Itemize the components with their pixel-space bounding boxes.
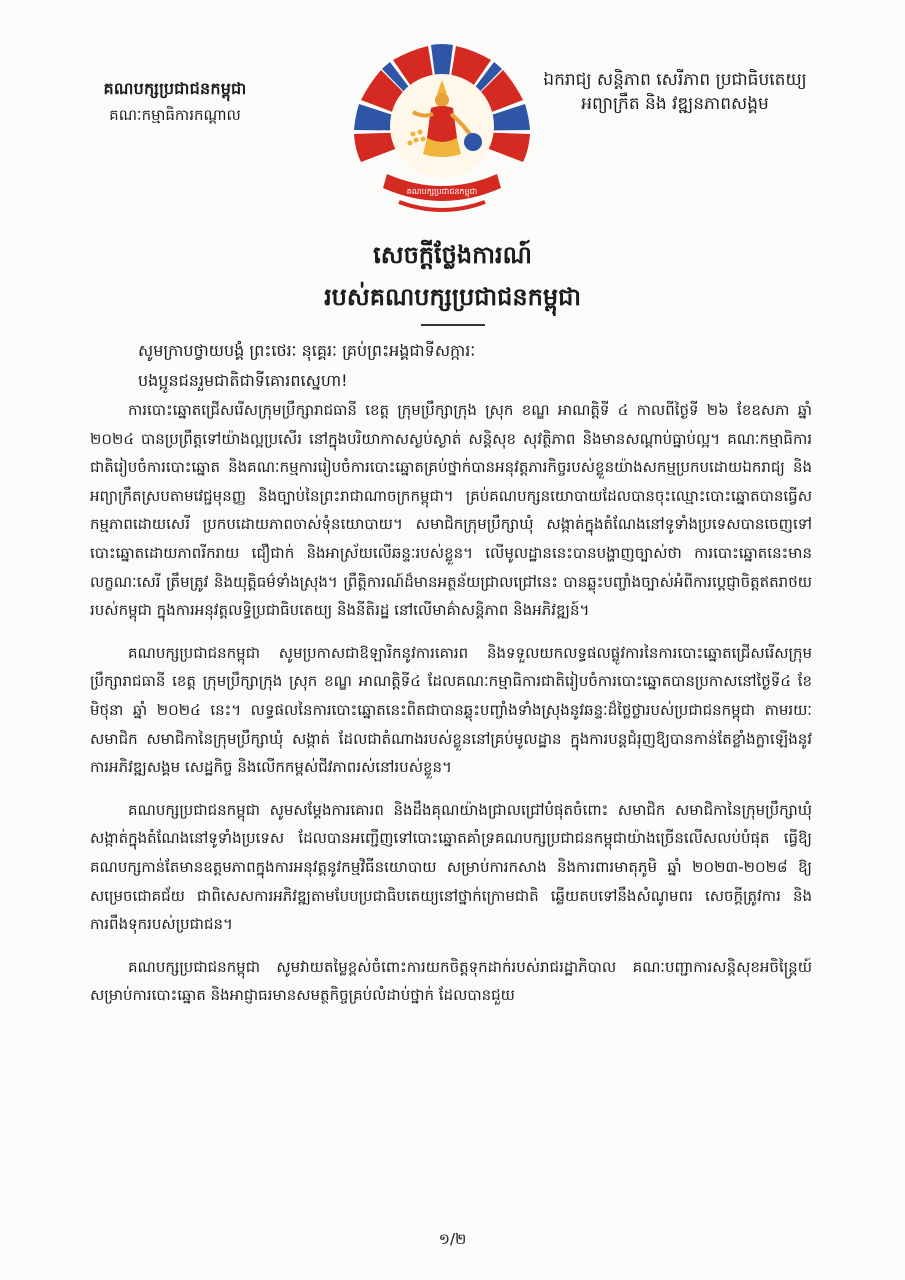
committee-name: គណៈកម្មាធិការកណ្តាល: [109, 106, 241, 124]
page-number: ១/២: [438, 1230, 467, 1248]
document-body: [90, 336, 812, 1024]
title-underline: [421, 324, 485, 326]
paragraph-4: គណបក្សប្រជាជនកម្ពុជា សូមវាយតម្លៃខ្ពស់ចំពោះការយកចិត្តទុកដាក់របស់រាជរដ្ឋាភិបាល គណៈបញ្ជាការសន្តិសុខអចិន្ត្រៃយ៍សម្រាប់ការបោះឆ្នោត និងអាជ្ញាធរមានសមត្ថកិច្ចគ្រប់លំដាប់ថ្នាក់ ដែលបានជួយ: [90, 957, 812, 1005]
logo-banner-text: គណបក្សប្រជាជនកម្ពុជា: [406, 187, 478, 196]
party-header: [55, 78, 295, 126]
paragraph-3: គណបក្សប្រជាជនកម្ពុជា សូមសម្តែងការគោរព និងដឹងគុណយ៉ាងជ្រាលជ្រៅបំផុតចំពោះ សមាជិក សមាជិកានៃក្រុមប្រឹក្សាឃុំ សង្កាត់ក្នុងតំណែងនៅទូទាំងប្រទេស ដែលបានអញ្ជើញទៅបោះឆ្នោតគាំទ្រគណបក្សប្រជាជនកម្ពុជាយ៉ាងច្រើនលើសលប់បំផុត ធ្វើឱ្យគណបក្សកាន់តែមានឧត្តមភាពក្នុងការអនុវត្តនូវកម្មវិធីនយោបាយ សម្រាប់ការកសាង និងការពារមាតុភូមិ ឆ្នាំ ២០២៣-២០២៨ ឱ្យសម្រេចជោគជ័យ ជាពិសេសការអភិវឌ្ឍតាមបែបប្រជាធិបតេយ្យនៅថ្នាក់ក្រោមជាតិ ឆ្លើយតបទៅនឹងសំណូមពរ សេចក្តីត្រូវការ និងការពឹងទុករបស់ប្រជាជន។: [90, 800, 812, 934]
party-name: គណបក្សប្រជាជនកម្ពុជា: [103, 79, 247, 98]
paragraph-1: ការបោះឆ្នោតជ្រើសរើសក្រុមប្រឹក្សារាជធានី ខេត្ត ក្រុមប្រឹក្សាក្រុង ស្រុក ខណ្ឌ អាណត្តិទី ៤ កាលពីថ្ងៃទី ២៦ ខែឧសភា ឆ្នាំ ២០២៤ បានប្រព្រឹត្តទៅយ៉ាងល្អប្រសើរ នៅក្នុងបរិយាកាសស្ងប់ស្ងាត់ សន្តិសុខ សុវត្ថិភាព និងមានសណ្តាប់ធ្នាប់ល្អ។ គណៈកម្មាធិការជាតិរៀបចំការបោះឆ្នោត និងគណៈកម្មការរៀបចំការបោះឆ្នោតគ្រប់ថ្នាក់បានអនុវត្តភារកិច្ចរបស់ខ្លួនយ៉ាងសកម្មប្រកបដោយឯករាជ្យ និងអព្យាក្រឹតស្របតាមវេជ្ជមុនញ្ញ និងច្បាប់នៃព្រះរាជាណាចក្រកម្ពុជា។ គ្រប់គណបក្សនយោបាយដែលបានចុះឈ្មោះបោះឆ្នោតបានធ្វើសកម្មភាពដោយសេរី ប្រកបដោយភាពចាស់ទុំនយោបាយ។ សមាជិកក្រុមប្រឹក្សាឃុំ សង្កាត់ក្នុងតំណែងនៅទូទាំងប្រទេសបានចេញទៅបោះឆ្នោតដោយភាពរីករាយ ជឿជាក់ និងអាស្រ័យលើឆន្ទៈរបស់ខ្លួន។ លើមូលដ្ឋាននេះបានបង្ហាញច្បាស់ថា ការបោះឆ្នោតនេះមានលក្ខណៈសេរី ត្រឹមត្រូវ និងយុត្តិធម៌ទាំងស្រុង។ ព្រឹត្តិការណ៍ដ៏មានអត្ថន័យជ្រាលជ្រៅនេះ បានឆ្លុះបញ្ចាំងច្បាស់អំពីការប្តេជ្ញាចិត្តឥតរាថយរបស់កម្ពុជា ក្នុងការអនុវត្តលទ្ធិប្រជាធិបតេយ្យ និងនីតិរដ្ឋ នៅលើមាគ៌ាសន្តិភាព និងអភិវឌ្ឍន៍។: [90, 401, 812, 620]
greeting-line-2: បងប្អូនជនរួមជាតិជាទីគោរពស្នេហា!: [138, 371, 348, 390]
document-title: [0, 238, 905, 326]
motto-line-2: អព្យាក្រឹត និង វឌ្ឍនភាពសង្គម: [581, 94, 769, 114]
title-line-2: របស់គណបក្សប្រជាជនកម្ពុជា: [324, 283, 581, 311]
paragraph-2: គណបក្សប្រជាជនកម្ពុជា សូមប្រកាសជាឱឡារិកនូវការគោរព និងទទួលយកលទ្ធផលផ្លូវការនៃការបោះឆ្នោតជ្រើសរើសក្រុមប្រឹក្សារាជធានី ខេត្ត ក្រុមប្រឹក្សាក្រុង ស្រុក ខណ្ឌ អាណត្តិទី៤ ដែលគណៈកម្មាធិការជាតិរៀបចំការបោះឆ្នោតបានប្រកាសនៅថ្ងៃទី៤ ខែមិថុនា ឆ្នាំ ២០២៤ នេះ។ លទ្ធផលនៃការបោះឆ្នោតនេះពិតជាបានឆ្លុះបញ្ចាំងទាំងស្រុងនូវឆន្ទៈដ៏ថ្លៃថ្លារបស់ប្រជាជនកម្ពុជា តាមរយៈសមាជិក សមាជិកានៃក្រុមប្រឹក្សាឃុំ សង្កាត់ ដែលជាតំណាងរបស់ខ្លួននៅគ្រប់មូលដ្ឋាន ក្នុងការបន្តជំរុញឱ្យបានកាន់តែខ្លាំងក្លាឡើងនូវការអភិវឌ្ឍសង្គម សេដ្ឋកិច្ច និងលើកកម្ពស់ជីវភាពរស់នៅរបស់ខ្លួន។: [90, 643, 812, 777]
national-motto: [505, 68, 845, 116]
greeting-line-1: សូមក្រាបថ្វាយបង្គំ ព្រះថេរៈ នុគ្គេរៈ គ្រប់ព្រះអង្គជាទីសក្ការៈ: [138, 341, 476, 360]
motto-line-1: ឯករាជ្យ សន្តិភាព សេរីភាព ប្រជាធិបតេយ្យ: [543, 70, 807, 90]
title-line-1: សេចក្តីថ្លែងការណ៍: [373, 241, 532, 269]
